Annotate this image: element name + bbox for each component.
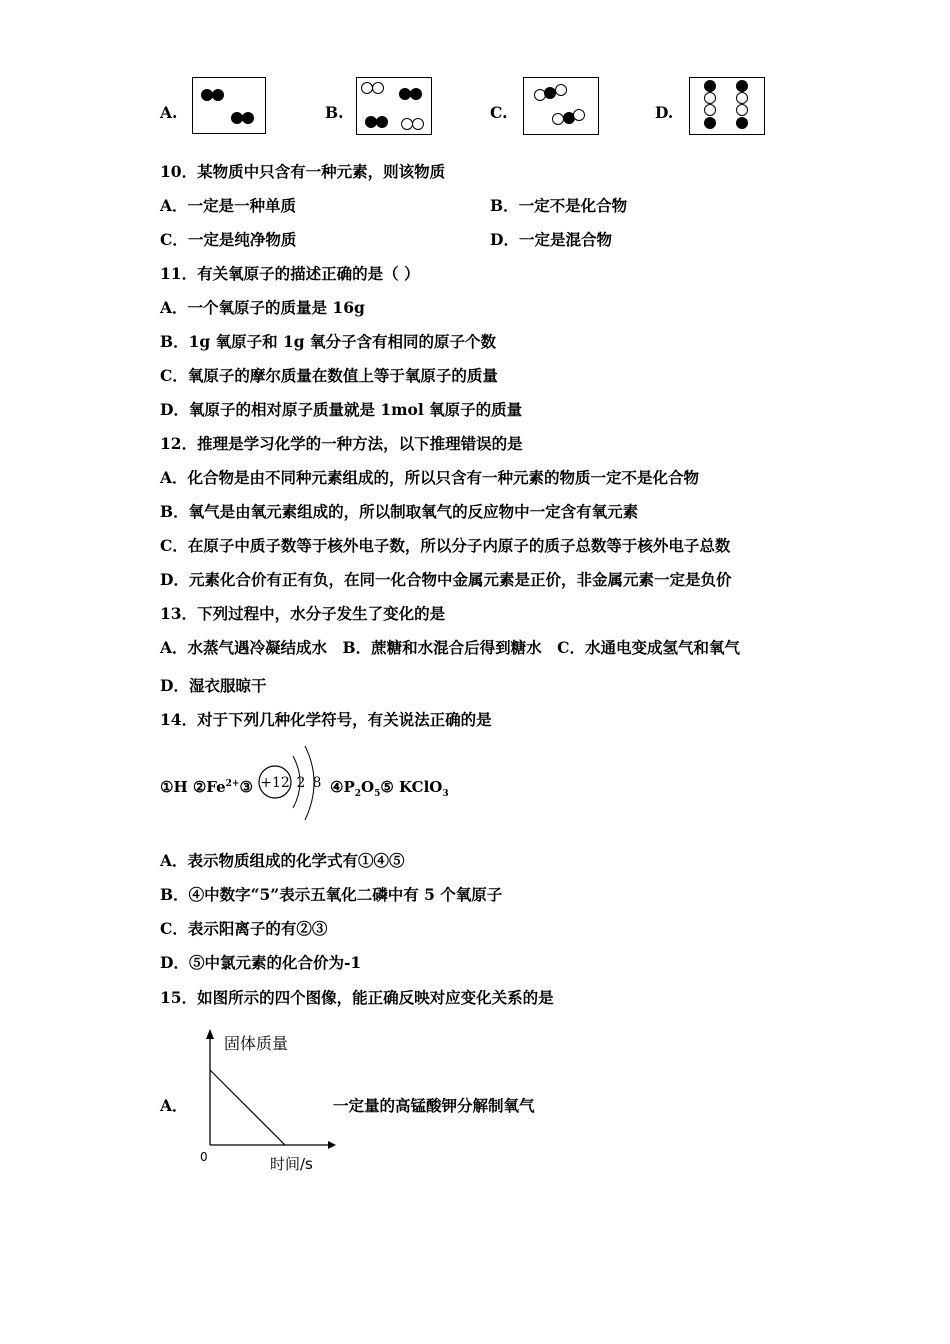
q14-stem: 14．对于下列几种化学符号，有关说法正确的是 [160,710,492,729]
q14-formula-line [160,778,253,796]
shell-2-electrons: 8 [312,775,322,791]
nucleus-charge: +12 [260,775,290,791]
series-line-solid-mass [210,1070,285,1145]
q12-option-d: D．元素化合价有正有负，在同一化合物中金属元素是正价，非金属元素一定是负价 [160,570,732,589]
q12-option-a: A．化合物是由不同种元素组成的，所以只含有一种元素的物质一定不是化合物 [160,468,700,487]
particle-diagram-b-svg [357,78,431,134]
q14-option-d: D．⑤中氯元素的化合价为-1 [160,953,362,972]
option-a-label: A. [160,103,178,122]
p-subscript: 2 [354,789,361,799]
o-subscript: 5 [374,789,381,799]
particle-diagram-c [523,77,599,135]
particle-diagram-d-svg [690,78,764,134]
solid-mass-chart [190,1025,340,1175]
q10-stem: 10．某物质中只含有一种元素，则该物质 [160,162,446,181]
q12-option-b: B．氧气是由氧元素组成的，所以制取氧气的反应物中一定含有氧元素 [160,502,639,521]
y-axis-label: 固体质量 [224,1034,289,1053]
q13-option-d: D．湿衣服晾干 [160,676,267,695]
q12-option-c: C．在原子中质子数等于核外电子数，所以分子内原子的质子总数等于核外电子总数 [160,536,731,555]
q14-option-c: C．表示阳离子的有②③ [160,919,328,938]
q11-option-b: B．1g 氧原子和 1g 氧分子含有相同的原子个数 [160,332,497,351]
option-d-label: D. [655,103,674,122]
shell-1-electrons: 2 [296,775,306,791]
q11-option-c: C．氧原子的摩尔质量在数值上等于氧原子的质量 [160,366,498,385]
particle-diagram-c-svg [524,78,598,134]
atom-structure-diagram [255,742,330,826]
formula-3-marker: ③ [239,778,253,796]
q14-option-b: B．④中数字“5”表示五氧化二磷中有 5 个氧原子 [160,885,503,904]
q11-option-a: A．一个氧原子的质量是 16g [160,298,365,317]
q15-option-a-desc: 一定量的高锰酸钾分解制氧气 [333,1096,535,1115]
x-axis-label: 时间/s [270,1155,313,1173]
q13-options-abc: A．水蒸气遇冷凝结成水 B．蔗糖和水混合后得到糖水 C．水通电变成氢气和氧气 [160,638,740,657]
origin-label: 0 [200,1150,208,1164]
q11-stem: 11．有关氧原子的描述正确的是（ ） [160,264,420,283]
kclo-subscript: 3 [442,789,449,799]
option-c-label: C. [490,103,508,122]
q10-option-c: C．一定是纯净物质 [160,230,297,249]
formula-o: O [361,778,375,796]
formula-p: ④P [330,778,355,796]
q15-option-a-label: A． [160,1096,188,1115]
q14-formula-rest [330,778,449,799]
q15-stem: 15．如图所示的四个图像，能正确反映对应变化关系的是 [160,988,554,1007]
formula-kclo: ⑤ KClO [380,778,443,796]
q13-stem: 13．下列过程中，水分子发生了变化的是 [160,604,446,623]
particle-diagram-a-svg [193,78,265,133]
x-axis-arrow [328,1141,336,1149]
q10-option-b: B．一定不是化合物 [490,196,628,215]
particle-diagram-d [689,77,765,135]
q10-option-a: A．一定是一种单质 [160,196,297,215]
q11-option-d: D．氧原子的相对原子质量就是 1mol 氧原子的质量 [160,400,523,419]
q14-option-a: A．表示物质组成的化学式有①④⑤ [160,851,405,870]
option-b-label: B. [325,103,344,122]
particle-diagram-a [192,77,266,134]
q10-option-d: D．一定是混合物 [490,230,612,249]
q12-stem: 12．推理是学习化学的一种方法，以下推理错误的是 [160,434,523,453]
fe-charge: 2+ [225,779,240,789]
formula-h-fe: ①H ②Fe [160,778,226,796]
y-axis-arrow [206,1029,214,1039]
particle-diagram-b [356,77,432,135]
